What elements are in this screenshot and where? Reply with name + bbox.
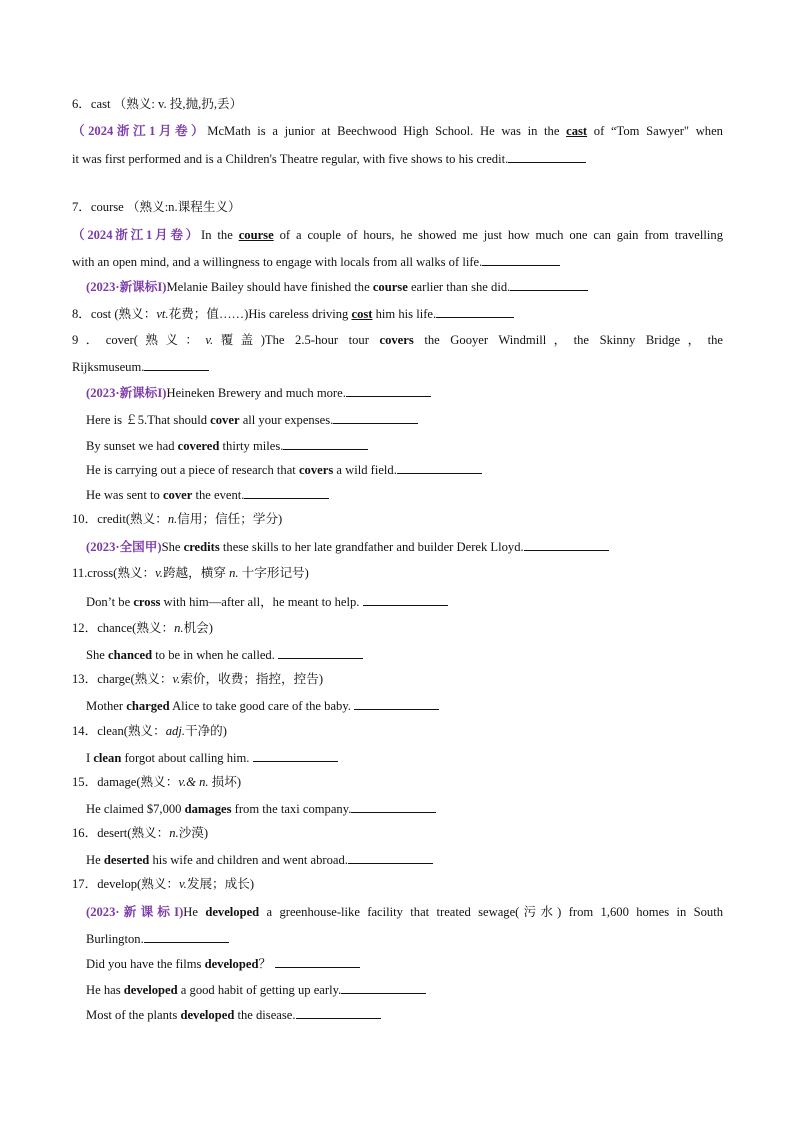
- entry-damage-heading: 15．damage(熟义：v.& n. 损坏): [72, 775, 242, 789]
- answer-blank[interactable]: [275, 955, 360, 968]
- entry-cover-example1: (2023·新课标I)Heineken Brewery and much more.: [86, 384, 431, 401]
- entry-cover-example4: He is carrying out a piece of research that covers a wild field.: [86, 461, 482, 478]
- answer-blank[interactable]: [253, 749, 338, 762]
- entry-develop-example3: He has developed a good habit of getting up early.: [86, 981, 426, 998]
- answer-blank[interactable]: [348, 851, 433, 864]
- entry-chance-example1: She chanced to be in when he called.: [86, 646, 363, 663]
- source-tag: (2023·新课标I): [86, 905, 184, 919]
- entry-course-example-line2: with an open mind, and a willingness to engage with locals from all walks of life.: [72, 253, 560, 270]
- entry-cost-line: 8．cost (熟义：vt.花费；值……)His careless driving cost him his life.: [72, 305, 514, 322]
- entry-charge-example1: Mother charged Alice to take good care of the baby.: [86, 697, 439, 714]
- entry-cover-example5: He was sent to cover the event.: [86, 486, 329, 503]
- entry-develop-example1-line1: (2023·新课标I)He developed a greenhouse-like facility that treated sewage(污水) from 1,600 homes in South: [86, 905, 723, 919]
- source-tag: （2024浙江1月卷）: [72, 124, 208, 138]
- answer-blank[interactable]: [354, 697, 439, 710]
- source-tag: （2024浙江1月卷）: [72, 228, 202, 242]
- keyword: cross: [133, 595, 161, 609]
- entry-chance-heading: 12．chance(熟义：n.机会): [72, 621, 213, 635]
- keyword: developed: [180, 1008, 235, 1022]
- answer-blank[interactable]: [244, 486, 329, 499]
- keyword: damages: [184, 802, 232, 816]
- keyword: cover: [162, 488, 193, 502]
- answer-blank[interactable]: [144, 358, 209, 371]
- keyword: covers: [379, 333, 414, 347]
- entry-cover-example2: Here is ￡5.That should cover all your expenses.: [86, 411, 418, 428]
- answer-blank[interactable]: [283, 437, 368, 450]
- keyword: covered: [177, 439, 220, 453]
- entry-course-heading: 7．course （熟义:n.课程生义）: [72, 200, 241, 214]
- keyword: clean: [93, 751, 122, 765]
- answer-blank[interactable]: [144, 930, 229, 943]
- keyword: developed: [204, 957, 259, 971]
- keyword: charged: [126, 699, 170, 713]
- entry-charge-heading: 13．charge(熟义：v.索价，收费；指控，控告): [72, 672, 324, 686]
- entry-develop-heading: 17．develop(熟义：v.发展；成长): [72, 877, 255, 891]
- entry-clean-heading: 14．clean(熟义：adj.干净的): [72, 724, 227, 738]
- keyword: credits: [183, 540, 220, 554]
- entry-develop-example2: Did you have the films developed？: [86, 955, 360, 972]
- entry-cover-line2: Rijksmuseum.: [72, 358, 209, 375]
- entry-clean-example1: I clean forgot about calling him.: [86, 749, 338, 766]
- answer-blank[interactable]: [296, 1006, 381, 1019]
- keyword: developed: [123, 983, 178, 997]
- entry-desert-example1: He deserted his wife and children and went abroad.: [86, 851, 433, 868]
- keyword: cast: [566, 124, 588, 138]
- entry-cross-heading: 11.cross(熟义：v.跨越，横穿 n. 十字形记号): [72, 566, 309, 580]
- source-tag: (2023·新课标I): [86, 280, 167, 294]
- keyword: course: [372, 280, 408, 294]
- keyword: chanced: [108, 648, 153, 662]
- entry-cover-example3: By sunset we had covered thirty miles.: [86, 437, 368, 454]
- entry-credit-heading: 10．credit(熟义：n.信用；信任；学分): [72, 512, 283, 526]
- entry-desert-heading: 16．desert(熟义：n.沙漠): [72, 826, 209, 840]
- keyword: course: [238, 228, 274, 242]
- answer-blank[interactable]: [482, 253, 560, 266]
- entry-course-example-line1: （2024浙江1月卷）In the course of a couple of hours, he showed me just how much one can gain from travelling: [72, 228, 723, 242]
- entry-cast-example-line2: it was first performed and is a Children's Theatre regular, with five shows to his credit.: [72, 150, 586, 167]
- answer-blank[interactable]: [363, 593, 448, 606]
- keyword: deserted: [103, 853, 150, 867]
- entry-cross-example1: Don’t be cross with him—after all，he meant to help.: [86, 593, 448, 610]
- answer-blank[interactable]: [524, 538, 609, 551]
- entry-cast-heading: 6．cast （熟义: v. 投,抛,扔,丢）: [72, 97, 243, 111]
- answer-blank[interactable]: [346, 384, 431, 397]
- keyword: developed: [205, 905, 260, 919]
- entry-develop-example4: Most of the plants developed the disease.: [86, 1006, 381, 1023]
- keyword: covers: [298, 463, 334, 477]
- answer-blank[interactable]: [333, 411, 418, 424]
- answer-blank[interactable]: [510, 278, 588, 291]
- answer-blank[interactable]: [508, 150, 586, 163]
- keyword: cover: [210, 413, 240, 427]
- answer-blank[interactable]: [278, 646, 363, 659]
- answer-blank[interactable]: [436, 305, 514, 318]
- keyword: cost: [351, 307, 373, 321]
- entry-damage-example1: He claimed $7,000 damages from the taxi company.: [86, 800, 436, 817]
- entry-develop-example1-line2: Burlington.: [86, 930, 229, 947]
- entry-course-example2: (2023·新课标I)Melanie Bailey should have finished the course earlier than she did.: [86, 278, 588, 295]
- entry-cast-example-line1: （2024浙江1月卷）McMath is a junior at Beechwood High School. He was in the cast of “Tom Sawyer" when: [72, 124, 723, 138]
- answer-blank[interactable]: [397, 461, 482, 474]
- source-tag: (2023·新课标I): [86, 386, 167, 400]
- answer-blank[interactable]: [351, 800, 436, 813]
- entry-cover-line1: 9．cover(熟义：v.覆盖)The 2.5-hour tour covers the Gooyer Windmill，the Skinny Bridge，the: [72, 333, 723, 347]
- entry-credit-example1: (2023·全国甲)She credits these skills to her late grandfather and builder Derek Lloyd.: [86, 538, 609, 555]
- answer-blank[interactable]: [341, 981, 426, 994]
- source-tag: (2023·全国甲): [86, 540, 162, 554]
